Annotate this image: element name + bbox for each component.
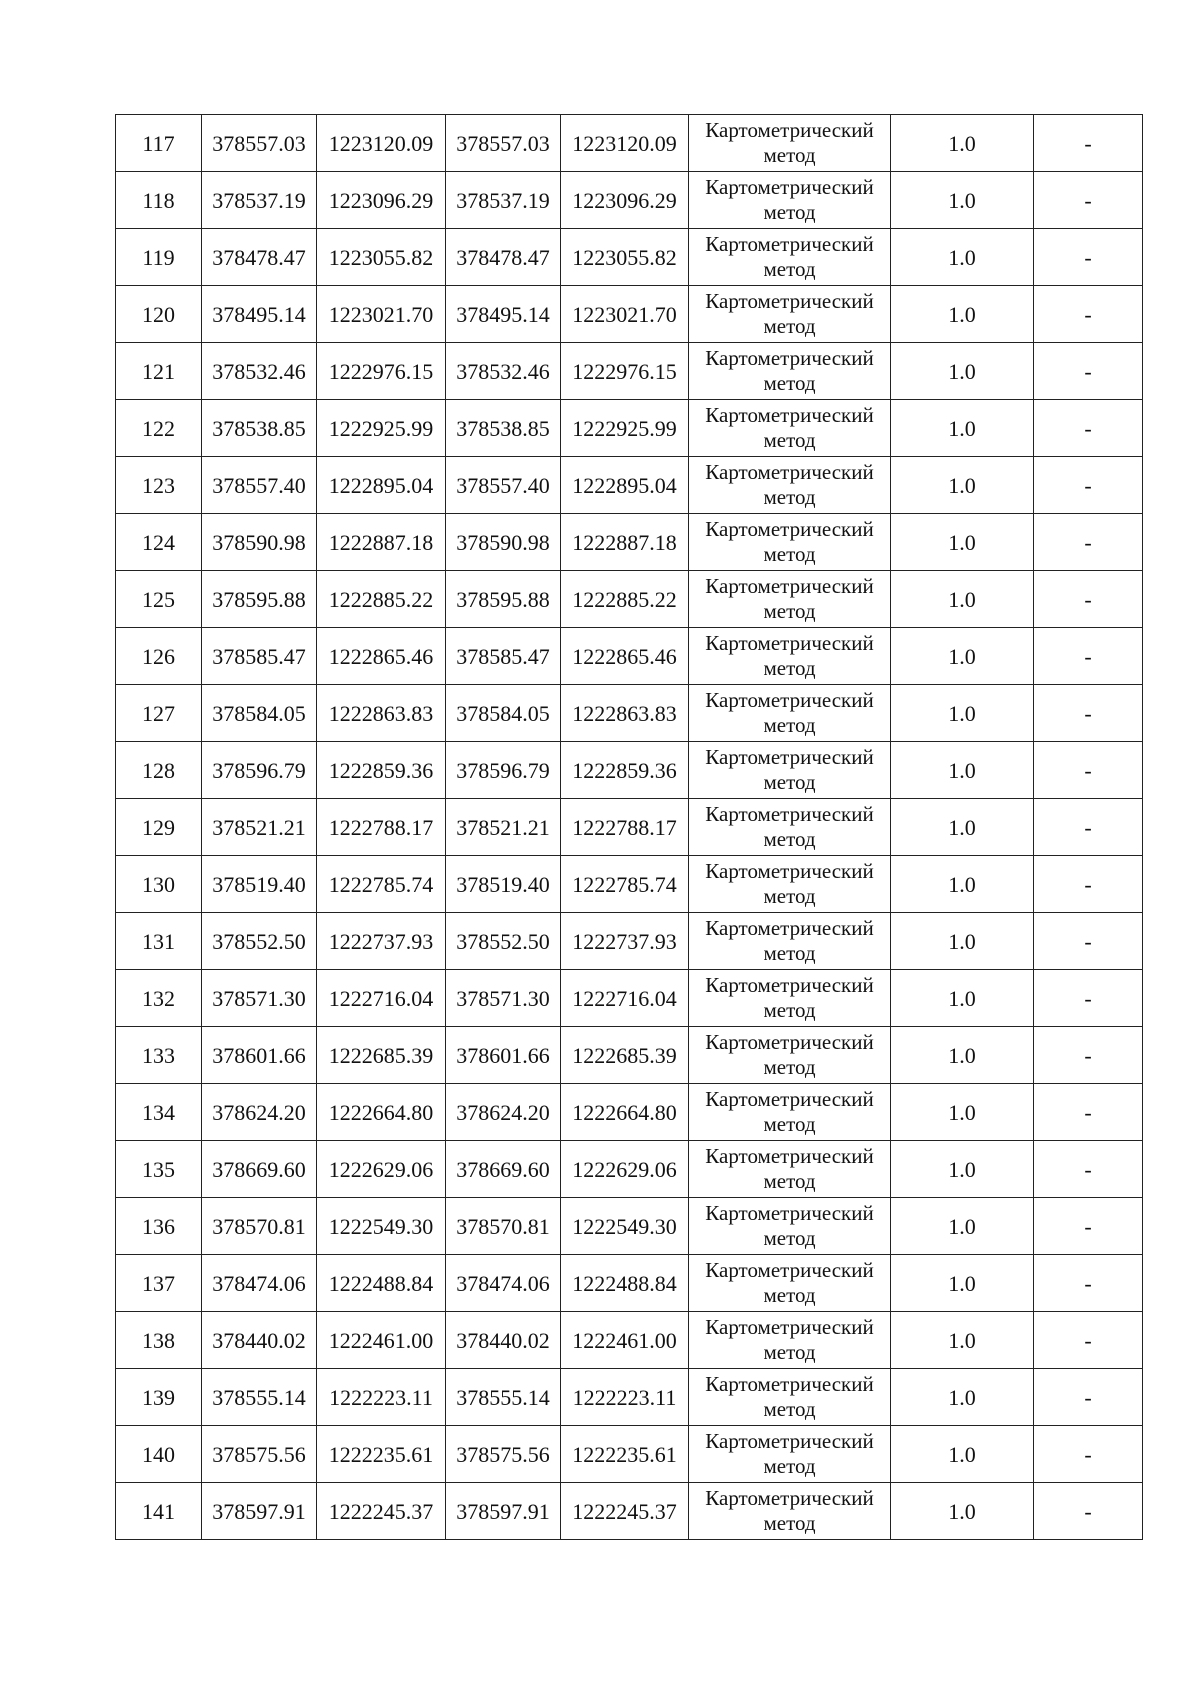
new-y-cell: 1222685.39 bbox=[561, 1027, 689, 1084]
table-row bbox=[116, 457, 1143, 514]
note-cell: - bbox=[1034, 457, 1143, 514]
method-cell bbox=[689, 1483, 891, 1540]
note-cell: - bbox=[1034, 343, 1143, 400]
existing-y-cell: 1222629.06 bbox=[317, 1141, 446, 1198]
existing-x-cell: 378440.02 bbox=[202, 1312, 317, 1369]
method-cell bbox=[689, 1369, 891, 1426]
new-y-cell: 1223021.70 bbox=[561, 286, 689, 343]
point-number-cell: 132 bbox=[116, 970, 202, 1027]
note-cell: - bbox=[1034, 1027, 1143, 1084]
point-number-cell: 121 bbox=[116, 343, 202, 400]
new-x-cell: 378557.40 bbox=[446, 457, 561, 514]
method-cell bbox=[689, 115, 891, 172]
new-y-cell: 1222549.30 bbox=[561, 1198, 689, 1255]
accuracy-cell: 1.0 bbox=[891, 913, 1034, 970]
existing-y-cell: 1222245.37 bbox=[317, 1483, 446, 1540]
method-line-2: метод bbox=[763, 1226, 816, 1250]
existing-x-cell: 378532.46 bbox=[202, 343, 317, 400]
new-x-cell: 378585.47 bbox=[446, 628, 561, 685]
existing-y-cell: 1222716.04 bbox=[317, 970, 446, 1027]
table-row bbox=[116, 1027, 1143, 1084]
method-line-1: Картометрический bbox=[705, 118, 874, 142]
new-x-cell: 378537.19 bbox=[446, 172, 561, 229]
method-line-1: Картометрический bbox=[705, 1144, 874, 1168]
note-cell: - bbox=[1034, 115, 1143, 172]
table-row bbox=[116, 799, 1143, 856]
table-row bbox=[116, 1198, 1143, 1255]
note-cell: - bbox=[1034, 286, 1143, 343]
method-line-2: метод bbox=[763, 599, 816, 623]
point-number-cell: 131 bbox=[116, 913, 202, 970]
note-cell: - bbox=[1034, 970, 1143, 1027]
method-cell bbox=[689, 1312, 891, 1369]
existing-x-cell: 378557.40 bbox=[202, 457, 317, 514]
accuracy-cell: 1.0 bbox=[891, 229, 1034, 286]
point-number-cell: 118 bbox=[116, 172, 202, 229]
point-number-cell: 125 bbox=[116, 571, 202, 628]
accuracy-cell: 1.0 bbox=[891, 400, 1034, 457]
existing-x-cell: 378669.60 bbox=[202, 1141, 317, 1198]
method-line-1: Картометрический bbox=[705, 1372, 874, 1396]
new-x-cell: 378669.60 bbox=[446, 1141, 561, 1198]
new-y-cell: 1222887.18 bbox=[561, 514, 689, 571]
table-row bbox=[116, 514, 1143, 571]
point-number-cell: 120 bbox=[116, 286, 202, 343]
new-y-cell: 1222235.61 bbox=[561, 1426, 689, 1483]
existing-x-cell: 378521.21 bbox=[202, 799, 317, 856]
new-y-cell: 1222461.00 bbox=[561, 1312, 689, 1369]
table-row bbox=[116, 343, 1143, 400]
existing-y-cell: 1222859.36 bbox=[317, 742, 446, 799]
existing-x-cell: 378537.19 bbox=[202, 172, 317, 229]
point-number-cell: 141 bbox=[116, 1483, 202, 1540]
existing-x-cell: 378584.05 bbox=[202, 685, 317, 742]
method-line-1: Картометрический bbox=[705, 1087, 874, 1111]
existing-y-cell: 1222549.30 bbox=[317, 1198, 446, 1255]
new-y-cell: 1222664.80 bbox=[561, 1084, 689, 1141]
new-x-cell: 378596.79 bbox=[446, 742, 561, 799]
method-line-2: метод bbox=[763, 713, 816, 737]
accuracy-cell: 1.0 bbox=[891, 286, 1034, 343]
new-x-cell: 378575.56 bbox=[446, 1426, 561, 1483]
table-row bbox=[116, 115, 1143, 172]
method-line-2: метод bbox=[763, 314, 816, 338]
note-cell: - bbox=[1034, 400, 1143, 457]
accuracy-cell: 1.0 bbox=[891, 343, 1034, 400]
method-line-2: метод bbox=[763, 1454, 816, 1478]
coordinates-table bbox=[115, 114, 1143, 1540]
method-cell bbox=[689, 571, 891, 628]
method-cell bbox=[689, 229, 891, 286]
note-cell: - bbox=[1034, 1198, 1143, 1255]
accuracy-cell: 1.0 bbox=[891, 856, 1034, 913]
method-cell bbox=[689, 1141, 891, 1198]
accuracy-cell: 1.0 bbox=[891, 1483, 1034, 1540]
new-y-cell: 1222865.46 bbox=[561, 628, 689, 685]
new-y-cell: 1222223.11 bbox=[561, 1369, 689, 1426]
new-y-cell: 1222629.06 bbox=[561, 1141, 689, 1198]
point-number-cell: 124 bbox=[116, 514, 202, 571]
existing-y-cell: 1222863.83 bbox=[317, 685, 446, 742]
point-number-cell: 130 bbox=[116, 856, 202, 913]
existing-y-cell: 1223021.70 bbox=[317, 286, 446, 343]
table-row bbox=[116, 1255, 1143, 1312]
note-cell: - bbox=[1034, 1369, 1143, 1426]
accuracy-cell: 1.0 bbox=[891, 742, 1034, 799]
method-line-1: Картометрический bbox=[705, 403, 874, 427]
point-number-cell: 135 bbox=[116, 1141, 202, 1198]
note-cell: - bbox=[1034, 1141, 1143, 1198]
existing-y-cell: 1222235.61 bbox=[317, 1426, 446, 1483]
method-line-1: Картометрический bbox=[705, 574, 874, 598]
existing-y-cell: 1222865.46 bbox=[317, 628, 446, 685]
existing-x-cell: 378474.06 bbox=[202, 1255, 317, 1312]
existing-y-cell: 1222223.11 bbox=[317, 1369, 446, 1426]
method-line-1: Картометрический bbox=[705, 460, 874, 484]
accuracy-cell: 1.0 bbox=[891, 1369, 1034, 1426]
new-y-cell: 1222785.74 bbox=[561, 856, 689, 913]
method-line-2: метод bbox=[763, 884, 816, 908]
method-line-2: метод bbox=[763, 1112, 816, 1136]
existing-y-cell: 1222461.00 bbox=[317, 1312, 446, 1369]
method-line-2: метод bbox=[763, 1511, 816, 1535]
method-cell bbox=[689, 856, 891, 913]
new-y-cell: 1223055.82 bbox=[561, 229, 689, 286]
new-y-cell: 1222488.84 bbox=[561, 1255, 689, 1312]
new-x-cell: 378532.46 bbox=[446, 343, 561, 400]
table-row bbox=[116, 913, 1143, 970]
method-line-1: Картометрический bbox=[705, 973, 874, 997]
accuracy-cell: 1.0 bbox=[891, 457, 1034, 514]
existing-x-cell: 378590.98 bbox=[202, 514, 317, 571]
table-row bbox=[116, 628, 1143, 685]
existing-y-cell: 1223096.29 bbox=[317, 172, 446, 229]
table-row bbox=[116, 1084, 1143, 1141]
method-cell bbox=[689, 286, 891, 343]
new-y-cell: 1222925.99 bbox=[561, 400, 689, 457]
method-line-2: метод bbox=[763, 827, 816, 851]
method-cell bbox=[689, 970, 891, 1027]
method-cell bbox=[689, 457, 891, 514]
method-line-1: Картометрический bbox=[705, 688, 874, 712]
existing-y-cell: 1223055.82 bbox=[317, 229, 446, 286]
method-cell bbox=[689, 172, 891, 229]
method-line-2: метод bbox=[763, 1397, 816, 1421]
method-cell bbox=[689, 1255, 891, 1312]
method-cell bbox=[689, 742, 891, 799]
note-cell: - bbox=[1034, 514, 1143, 571]
method-line-2: метод bbox=[763, 1340, 816, 1364]
point-number-cell: 134 bbox=[116, 1084, 202, 1141]
existing-x-cell: 378570.81 bbox=[202, 1198, 317, 1255]
new-x-cell: 378440.02 bbox=[446, 1312, 561, 1369]
accuracy-cell: 1.0 bbox=[891, 1426, 1034, 1483]
method-line-1: Картометрический bbox=[705, 631, 874, 655]
new-x-cell: 378624.20 bbox=[446, 1084, 561, 1141]
note-cell: - bbox=[1034, 1312, 1143, 1369]
method-cell bbox=[689, 628, 891, 685]
method-line-2: метод bbox=[763, 200, 816, 224]
method-cell bbox=[689, 1027, 891, 1084]
accuracy-cell: 1.0 bbox=[891, 1141, 1034, 1198]
new-y-cell: 1222716.04 bbox=[561, 970, 689, 1027]
point-number-cell: 119 bbox=[116, 229, 202, 286]
new-y-cell: 1222737.93 bbox=[561, 913, 689, 970]
accuracy-cell: 1.0 bbox=[891, 1084, 1034, 1141]
accuracy-cell: 1.0 bbox=[891, 1198, 1034, 1255]
method-line-1: Картометрический bbox=[705, 1030, 874, 1054]
new-x-cell: 378570.81 bbox=[446, 1198, 561, 1255]
accuracy-cell: 1.0 bbox=[891, 799, 1034, 856]
existing-x-cell: 378555.14 bbox=[202, 1369, 317, 1426]
new-x-cell: 378495.14 bbox=[446, 286, 561, 343]
table-row bbox=[116, 856, 1143, 913]
point-number-cell: 136 bbox=[116, 1198, 202, 1255]
existing-y-cell: 1222664.80 bbox=[317, 1084, 446, 1141]
note-cell: - bbox=[1034, 229, 1143, 286]
method-line-2: метод bbox=[763, 542, 816, 566]
existing-x-cell: 378601.66 bbox=[202, 1027, 317, 1084]
point-number-cell: 123 bbox=[116, 457, 202, 514]
method-line-2: метод bbox=[763, 428, 816, 452]
accuracy-cell: 1.0 bbox=[891, 628, 1034, 685]
existing-x-cell: 378571.30 bbox=[202, 970, 317, 1027]
point-number-cell: 129 bbox=[116, 799, 202, 856]
method-line-1: Картометрический bbox=[705, 517, 874, 541]
new-x-cell: 378555.14 bbox=[446, 1369, 561, 1426]
accuracy-cell: 1.0 bbox=[891, 172, 1034, 229]
point-number-cell: 140 bbox=[116, 1426, 202, 1483]
existing-x-cell: 378495.14 bbox=[202, 286, 317, 343]
new-x-cell: 378595.88 bbox=[446, 571, 561, 628]
method-line-2: метод bbox=[763, 1283, 816, 1307]
method-line-1: Картометрический bbox=[705, 1486, 874, 1510]
new-x-cell: 378584.05 bbox=[446, 685, 561, 742]
existing-x-cell: 378597.91 bbox=[202, 1483, 317, 1540]
point-number-cell: 117 bbox=[116, 115, 202, 172]
method-line-1: Картометрический bbox=[705, 1258, 874, 1282]
note-cell: - bbox=[1034, 685, 1143, 742]
table-row bbox=[116, 970, 1143, 1027]
new-x-cell: 378571.30 bbox=[446, 970, 561, 1027]
method-line-1: Картометрический bbox=[705, 1315, 874, 1339]
method-cell bbox=[689, 1198, 891, 1255]
point-number-cell: 122 bbox=[116, 400, 202, 457]
new-y-cell: 1222788.17 bbox=[561, 799, 689, 856]
new-y-cell: 1222885.22 bbox=[561, 571, 689, 628]
method-cell bbox=[689, 514, 891, 571]
point-number-cell: 138 bbox=[116, 1312, 202, 1369]
accuracy-cell: 1.0 bbox=[891, 571, 1034, 628]
note-cell: - bbox=[1034, 742, 1143, 799]
new-x-cell: 378521.21 bbox=[446, 799, 561, 856]
point-number-cell: 137 bbox=[116, 1255, 202, 1312]
method-line-1: Картометрический bbox=[705, 1429, 874, 1453]
note-cell: - bbox=[1034, 799, 1143, 856]
existing-x-cell: 378624.20 bbox=[202, 1084, 317, 1141]
existing-y-cell: 1222895.04 bbox=[317, 457, 446, 514]
method-line-2: метод bbox=[763, 143, 816, 167]
note-cell: - bbox=[1034, 571, 1143, 628]
existing-y-cell: 1222488.84 bbox=[317, 1255, 446, 1312]
table-row bbox=[116, 400, 1143, 457]
accuracy-cell: 1.0 bbox=[891, 970, 1034, 1027]
new-x-cell: 378601.66 bbox=[446, 1027, 561, 1084]
note-cell: - bbox=[1034, 913, 1143, 970]
new-y-cell: 1223120.09 bbox=[561, 115, 689, 172]
new-x-cell: 378478.47 bbox=[446, 229, 561, 286]
new-y-cell: 1222976.15 bbox=[561, 343, 689, 400]
point-number-cell: 127 bbox=[116, 685, 202, 742]
method-line-1: Картометрический bbox=[705, 745, 874, 769]
existing-y-cell: 1222925.99 bbox=[317, 400, 446, 457]
new-x-cell: 378474.06 bbox=[446, 1255, 561, 1312]
method-line-1: Картометрический bbox=[705, 916, 874, 940]
accuracy-cell: 1.0 bbox=[891, 685, 1034, 742]
method-cell bbox=[689, 400, 891, 457]
note-cell: - bbox=[1034, 1084, 1143, 1141]
table-row bbox=[116, 229, 1143, 286]
method-line-2: метод bbox=[763, 656, 816, 680]
method-line-1: Картометрический bbox=[705, 175, 874, 199]
method-cell bbox=[689, 799, 891, 856]
method-line-1: Картометрический bbox=[705, 289, 874, 313]
existing-x-cell: 378575.56 bbox=[202, 1426, 317, 1483]
method-cell bbox=[689, 913, 891, 970]
accuracy-cell: 1.0 bbox=[891, 115, 1034, 172]
existing-y-cell: 1222976.15 bbox=[317, 343, 446, 400]
table-row bbox=[116, 1312, 1143, 1369]
method-line-2: метод bbox=[763, 998, 816, 1022]
note-cell: - bbox=[1034, 1483, 1143, 1540]
new-x-cell: 378519.40 bbox=[446, 856, 561, 913]
method-line-1: Картометрический bbox=[705, 859, 874, 883]
existing-x-cell: 378478.47 bbox=[202, 229, 317, 286]
new-x-cell: 378590.98 bbox=[446, 514, 561, 571]
existing-x-cell: 378585.47 bbox=[202, 628, 317, 685]
new-x-cell: 378552.50 bbox=[446, 913, 561, 970]
existing-x-cell: 378538.85 bbox=[202, 400, 317, 457]
method-cell bbox=[689, 685, 891, 742]
existing-y-cell: 1222785.74 bbox=[317, 856, 446, 913]
existing-x-cell: 378552.50 bbox=[202, 913, 317, 970]
method-line-1: Картометрический bbox=[705, 232, 874, 256]
existing-y-cell: 1222737.93 bbox=[317, 913, 446, 970]
new-y-cell: 1222863.83 bbox=[561, 685, 689, 742]
method-line-2: метод bbox=[763, 770, 816, 794]
table-row bbox=[116, 1426, 1143, 1483]
table-row bbox=[116, 286, 1143, 343]
note-cell: - bbox=[1034, 172, 1143, 229]
point-number-cell: 133 bbox=[116, 1027, 202, 1084]
method-cell bbox=[689, 343, 891, 400]
table-row bbox=[116, 1369, 1143, 1426]
existing-x-cell: 378596.79 bbox=[202, 742, 317, 799]
method-line-2: метод bbox=[763, 1055, 816, 1079]
point-number-cell: 139 bbox=[116, 1369, 202, 1426]
note-cell: - bbox=[1034, 1426, 1143, 1483]
table-row bbox=[116, 742, 1143, 799]
note-cell: - bbox=[1034, 628, 1143, 685]
accuracy-cell: 1.0 bbox=[891, 1027, 1034, 1084]
method-line-2: метод bbox=[763, 485, 816, 509]
new-x-cell: 378597.91 bbox=[446, 1483, 561, 1540]
method-cell bbox=[689, 1084, 891, 1141]
accuracy-cell: 1.0 bbox=[891, 1255, 1034, 1312]
coordinates-table-body bbox=[116, 115, 1143, 1540]
method-line-2: метод bbox=[763, 1169, 816, 1193]
existing-x-cell: 378595.88 bbox=[202, 571, 317, 628]
method-line-2: метод bbox=[763, 941, 816, 965]
table-row bbox=[116, 1483, 1143, 1540]
table-row bbox=[116, 571, 1143, 628]
method-line-1: Картометрический bbox=[705, 802, 874, 826]
accuracy-cell: 1.0 bbox=[891, 514, 1034, 571]
existing-y-cell: 1222788.17 bbox=[317, 799, 446, 856]
new-y-cell: 1222859.36 bbox=[561, 742, 689, 799]
new-y-cell: 1222895.04 bbox=[561, 457, 689, 514]
method-line-2: метод bbox=[763, 257, 816, 281]
existing-y-cell: 1222885.22 bbox=[317, 571, 446, 628]
new-x-cell: 378538.85 bbox=[446, 400, 561, 457]
existing-x-cell: 378519.40 bbox=[202, 856, 317, 913]
accuracy-cell: 1.0 bbox=[891, 1312, 1034, 1369]
note-cell: - bbox=[1034, 856, 1143, 913]
table-row bbox=[116, 172, 1143, 229]
method-line-1: Картометрический bbox=[705, 1201, 874, 1225]
table-row bbox=[116, 685, 1143, 742]
new-y-cell: 1222245.37 bbox=[561, 1483, 689, 1540]
table-row bbox=[116, 1141, 1143, 1198]
existing-y-cell: 1222887.18 bbox=[317, 514, 446, 571]
existing-x-cell: 378557.03 bbox=[202, 115, 317, 172]
note-cell: - bbox=[1034, 1255, 1143, 1312]
existing-y-cell: 1222685.39 bbox=[317, 1027, 446, 1084]
new-x-cell: 378557.03 bbox=[446, 115, 561, 172]
existing-y-cell: 1223120.09 bbox=[317, 115, 446, 172]
method-line-1: Картометрический bbox=[705, 346, 874, 370]
point-number-cell: 128 bbox=[116, 742, 202, 799]
new-y-cell: 1223096.29 bbox=[561, 172, 689, 229]
method-line-2: метод bbox=[763, 371, 816, 395]
point-number-cell: 126 bbox=[116, 628, 202, 685]
method-cell bbox=[689, 1426, 891, 1483]
